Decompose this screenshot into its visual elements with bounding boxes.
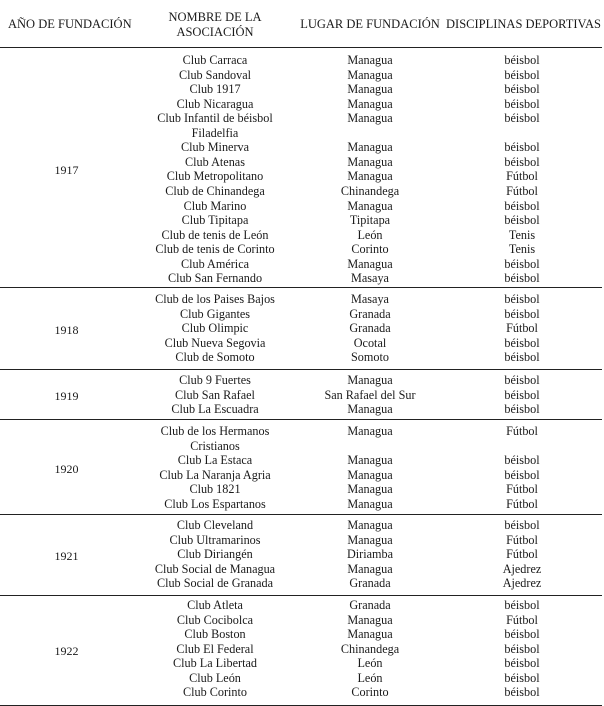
- club-name: Club León: [189, 670, 241, 685]
- founding-place: Managua: [347, 627, 393, 642]
- founding-place: Granada: [349, 576, 391, 591]
- sport-discipline: béisbol: [504, 271, 540, 286]
- founding-year: 1921: [54, 549, 79, 563]
- club-name: Club Nicaragua: [176, 96, 254, 111]
- sport-discipline: Fútbol: [506, 169, 538, 184]
- founding-place: Managua: [347, 424, 393, 438]
- sport-discipline: béisbol: [504, 467, 540, 482]
- header-rule: [0, 47, 602, 48]
- founding-place: Tipitapa: [349, 213, 391, 228]
- sport-discipline: Ajedrez: [502, 576, 542, 591]
- club-name: Club de Somoto: [175, 350, 255, 365]
- sport-discipline: Fútbol: [506, 183, 538, 198]
- founding-place: Managua: [347, 67, 393, 82]
- founding-place: San Rafael del Sur: [324, 387, 416, 402]
- sport-discipline: béisbol: [504, 154, 540, 169]
- founding-place: León: [357, 656, 383, 671]
- sport-discipline: béisbol: [504, 67, 540, 82]
- founding-place: Managua: [347, 561, 393, 576]
- founding-place: Corinto: [351, 242, 389, 257]
- sport-discipline: béisbol: [504, 598, 540, 612]
- club-name: Club Infantil de béisbol: [157, 111, 273, 126]
- founding-place: Managua: [347, 198, 393, 213]
- club-name: Club Atleta: [187, 598, 243, 612]
- founding-place: Granada: [349, 306, 391, 321]
- club-name: Club Nueva Segovia: [164, 335, 266, 350]
- club-name: Club Diriangén: [177, 547, 253, 562]
- founding-place: Ocotal: [353, 335, 387, 350]
- founding-place: Managua: [347, 140, 393, 155]
- club-name: Club 9 Fuertes: [179, 373, 251, 387]
- founding-year: 1922: [54, 644, 79, 658]
- sport-discipline: Fútbol: [506, 482, 538, 497]
- club-name: Club Gigantes: [179, 306, 251, 321]
- club-name: Club Social de Granada: [156, 576, 274, 591]
- club-name: Club Los Espartanos: [164, 496, 266, 511]
- sport-discipline: béisbol: [504, 198, 540, 213]
- founding-place: Managua: [347, 482, 393, 497]
- sport-discipline: béisbol: [504, 387, 540, 402]
- sport-discipline: béisbol: [504, 306, 540, 321]
- founding-year: 1918: [54, 323, 79, 337]
- founding-place: Managua: [347, 467, 393, 482]
- founding-place: Managua: [347, 53, 393, 67]
- club-name: Club Marino: [183, 198, 247, 213]
- founding-place: Managua: [347, 169, 393, 184]
- club-name: Club de tenis de León: [161, 227, 269, 242]
- sport-discipline: béisbol: [504, 670, 540, 685]
- sport-discipline: Fútbol: [506, 547, 538, 562]
- club-name: Club La Escuadra: [171, 402, 259, 417]
- sport-discipline: béisbol: [504, 402, 540, 417]
- club-name: Club de Chinandega: [165, 183, 265, 198]
- header-place: LUGAR DE FUNDACIÓN: [300, 17, 440, 31]
- club-name: Club Social de Managua: [154, 561, 276, 576]
- sport-discipline: Fútbol: [506, 496, 538, 511]
- club-name: Club Metropolitano: [166, 169, 264, 184]
- founding-place: Managua: [347, 532, 393, 547]
- founding-year: 1919: [54, 388, 79, 403]
- founding-place: Granada: [349, 321, 391, 336]
- header-sport: DISCIPLINAS DEPORTIVAS: [446, 17, 601, 31]
- sport-discipline: béisbol: [504, 140, 540, 155]
- group-separator: [0, 419, 602, 420]
- group-separator: [0, 369, 602, 370]
- club-name: Club Tipitapa: [181, 213, 249, 228]
- sport-discipline: Fútbol: [506, 612, 538, 627]
- club-name: Club Atenas: [185, 154, 245, 169]
- founding-place: Diriamba: [346, 547, 394, 562]
- sport-discipline: Tenis: [508, 227, 536, 242]
- sport-discipline: Ajedrez: [502, 561, 542, 576]
- founding-place: Managua: [347, 373, 393, 387]
- founding-place: Managua: [347, 256, 393, 271]
- founding-place: Granada: [349, 598, 391, 612]
- club-name: Club San Fernando: [167, 271, 263, 286]
- club-name: Club Carraca: [182, 53, 248, 67]
- club-name: Club La Libertad: [173, 656, 257, 671]
- founding-year: 1917: [54, 162, 79, 177]
- sport-discipline: béisbol: [504, 335, 540, 350]
- founding-place: Managua: [347, 82, 393, 97]
- founding-place: Masaya: [351, 292, 389, 306]
- sport-discipline: béisbol: [504, 641, 540, 656]
- sport-discipline: béisbol: [504, 627, 540, 642]
- founding-place: Corinto: [351, 685, 389, 700]
- club-name: Club 1917: [189, 82, 241, 97]
- founding-place: Managua: [347, 518, 393, 532]
- founding-place: Managua: [347, 154, 393, 169]
- sport-discipline: Fútbol: [506, 321, 538, 336]
- sport-discipline: béisbol: [504, 256, 540, 271]
- club-name-continued: Filadelfia: [191, 125, 239, 140]
- sport-discipline: béisbol: [504, 518, 540, 532]
- club-name: Club Boston: [184, 627, 246, 642]
- club-name: Club Ultramarinos: [169, 532, 261, 547]
- header-name-line1: NOMBRE DE LA: [168, 10, 262, 24]
- founding-place: Managua: [347, 453, 393, 468]
- founding-place: Masaya: [351, 271, 389, 286]
- club-name: Club Cocibolca: [176, 612, 254, 627]
- founding-place: Managua: [347, 612, 393, 627]
- club-name-continued: Cristianos: [190, 438, 240, 453]
- sport-discipline: béisbol: [504, 53, 540, 67]
- founding-place: Managua: [347, 402, 393, 417]
- club-name: Club 1821: [189, 482, 241, 497]
- founding-place: Managua: [347, 111, 393, 126]
- founding-place: Chinandega: [340, 183, 400, 198]
- sport-discipline: béisbol: [504, 82, 540, 97]
- sport-discipline: béisbol: [504, 685, 540, 700]
- founding-place: Chinandega: [340, 641, 400, 656]
- club-name: Club El Federal: [176, 641, 254, 656]
- header-name: [155, 10, 275, 40]
- founding-place: Managua: [347, 496, 393, 511]
- group-separator: [0, 514, 602, 515]
- header-year: AÑO DE FUNDACIÓN: [8, 17, 132, 31]
- sport-discipline: béisbol: [504, 656, 540, 671]
- club-name: Club de los Paises Bajos: [155, 292, 275, 306]
- founding-year: 1920: [54, 461, 79, 476]
- sport-discipline: Fútbol: [506, 424, 538, 438]
- club-name: Club Cleveland: [176, 518, 254, 532]
- group-separator: [0, 595, 602, 596]
- sport-discipline: béisbol: [504, 111, 540, 126]
- club-name: Club La Naranja Agria: [159, 467, 271, 482]
- club-name: Club Olimpic: [181, 321, 249, 336]
- club-name: Club San Rafael: [175, 387, 255, 402]
- sport-discipline: béisbol: [504, 292, 540, 306]
- sport-discipline: Tenis: [508, 242, 536, 257]
- club-name: Club de los Hermanos: [160, 424, 270, 438]
- founding-place: León: [357, 227, 383, 242]
- club-name: Club de tenis de Corinto: [155, 242, 275, 257]
- founding-place: León: [357, 670, 383, 685]
- sport-discipline: béisbol: [504, 453, 540, 468]
- founding-place: Managua: [347, 96, 393, 111]
- sport-discipline: béisbol: [504, 350, 540, 365]
- founding-place: Somoto: [351, 350, 389, 365]
- sport-discipline: Fútbol: [506, 532, 538, 547]
- club-name: Club América: [180, 256, 250, 271]
- club-name: Club Corinto: [183, 685, 247, 700]
- sport-discipline: béisbol: [504, 96, 540, 111]
- sport-discipline: béisbol: [504, 373, 540, 387]
- sport-discipline: béisbol: [504, 213, 540, 228]
- header-name-line2: ASOCIACIÓN: [176, 25, 254, 39]
- club-name: Club Sandoval: [178, 67, 252, 82]
- group-separator: [0, 287, 602, 288]
- club-name: Club Minerva: [180, 140, 250, 155]
- club-name: Club La Estaca: [177, 453, 253, 468]
